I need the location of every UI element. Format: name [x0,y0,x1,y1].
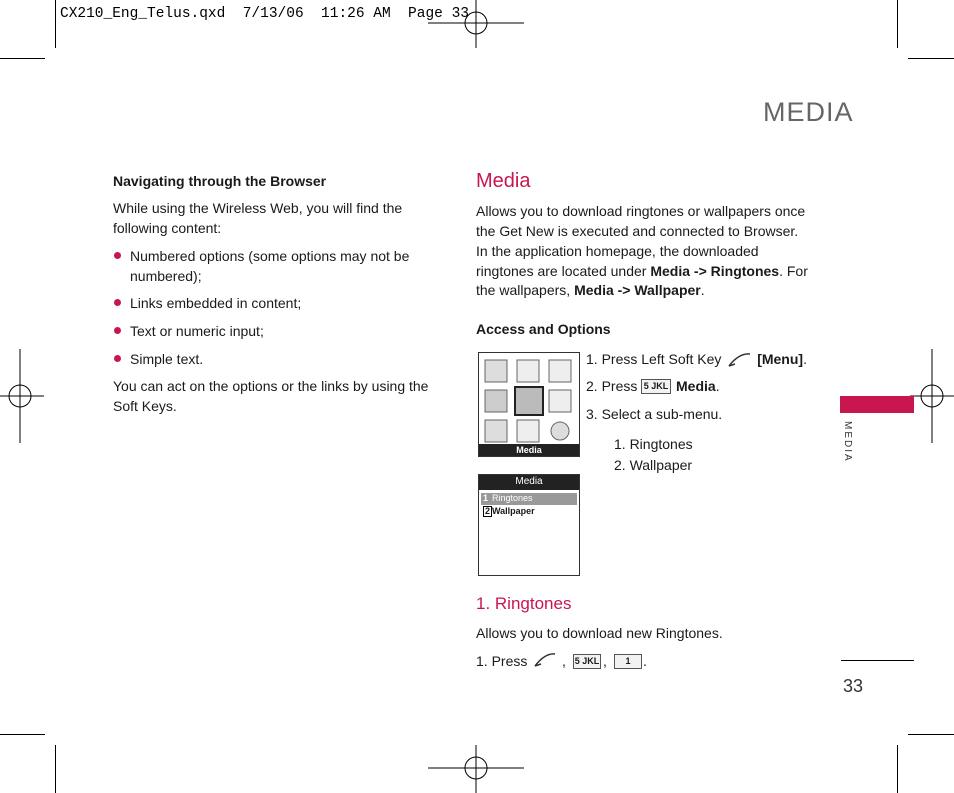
left-outro-line-1: You can act on the options or the links by using the [113,378,429,394]
media-para-line-2: the Get New is executed and connected to Browser. [476,223,799,239]
separator-comma: , [562,653,566,669]
media-para-line-3: In the application homepage, the downloaded [476,243,759,259]
crop-mark [908,734,954,735]
submenu-screen-item: Wallpaper [492,506,535,516]
media-para-line-4 [476,261,808,281]
bullet-text: Numbered options (some options may not be [130,248,410,264]
press-text: 1. Press [476,653,528,669]
media-path-wallpaper: Media -> Wallpaper [574,282,701,298]
crop-mark [908,58,954,59]
left-outro-line-2: Soft Keys. [113,398,177,414]
bullet-dot [114,252,121,259]
media-path-ringtones: Media -> Ringtones [650,263,780,279]
end-period: . [643,653,647,669]
media-para-text: ringtones are located under [476,263,651,279]
submenu-item-wallpaper: 2. Wallpaper [614,457,693,473]
crop-mark [897,745,898,793]
ringtones-heading: 1. Ringtones [476,594,572,613]
bullet-dot [114,299,121,306]
media-para-text: . For [779,263,808,279]
page-number: 33 [843,676,864,696]
bullet-dot [114,355,121,362]
left-intro-line-1: While using the Wireless Web, you will find the [113,200,403,216]
bullet-text: Links embedded in content; [130,295,302,311]
registration-mark-left [0,349,44,443]
key-1-icon: 1 [614,654,642,669]
key-5-icon: 5 JKL [573,654,601,669]
crop-mark [0,734,45,735]
left-soft-key-icon [532,651,558,669]
bullet-text: Simple text. [130,351,204,367]
access-heading: Access and Options [476,321,611,337]
step-2 [586,376,731,396]
media-para-line-1: Allows you to download ringtones or wallpapers once [476,203,806,219]
menu-label: [Menu] [757,351,804,367]
menu-screen-image [478,352,580,457]
left-intro-line-2: following content: [113,220,222,236]
separator-comma: , [603,653,607,669]
crop-mark [55,0,56,48]
submenu-screen-item-num: 2 [485,506,491,516]
step-2-end: . [715,378,720,394]
submenu-screen-item: Ringtones [492,493,533,503]
step-2-text: 2. Press [586,378,638,394]
submenu-item-ringtones: 1. Ringtones [614,436,693,452]
step-2-target [676,376,720,396]
bullet-text: Text or numeric input; [130,323,264,339]
submenu-screen-title: Media [515,476,543,487]
registration-mark-right [910,349,954,443]
media-label: Media [676,378,716,394]
step-1-end: . [803,351,807,367]
file-info-header: CX210_Eng_Telus.qxd 7/13/06 11:26 AM Page 33 [60,6,469,22]
menu-grid-icons [479,353,579,456]
left-heading: Navigating through the Browser [113,173,327,189]
crop-mark [55,745,56,793]
step-1-text: 1. Press Left Soft Key [586,351,722,367]
footer-rule [841,660,914,661]
side-tab-bar [840,396,914,413]
section-title: MEDIA [763,97,854,127]
ringtones-press-line [476,651,656,673]
crop-mark [897,0,898,48]
registration-mark-bottom [428,745,524,793]
ringtones-desc: Allows you to download new Ringtones. [476,625,723,641]
key-5-icon: 5 JKL [641,379,671,394]
left-soft-key-icon [725,351,753,369]
media-submenu-screen [478,474,580,576]
media-para-text: the wallpapers, [476,282,575,298]
media-heading: Media [476,170,531,192]
media-para-line-5 [476,280,705,300]
step-3: 3. Select a sub-menu. [586,406,723,422]
menu-screen-label: Media [516,445,542,455]
submenu-screen-item-num: 1 [483,493,489,503]
bullet-dot [114,327,121,334]
bullet-text-cont: numbered); [130,268,202,284]
crop-mark [0,58,45,59]
step-1 [586,349,807,369]
side-tab-label: MEDIA [842,421,853,463]
media-para-text: . [700,282,705,298]
